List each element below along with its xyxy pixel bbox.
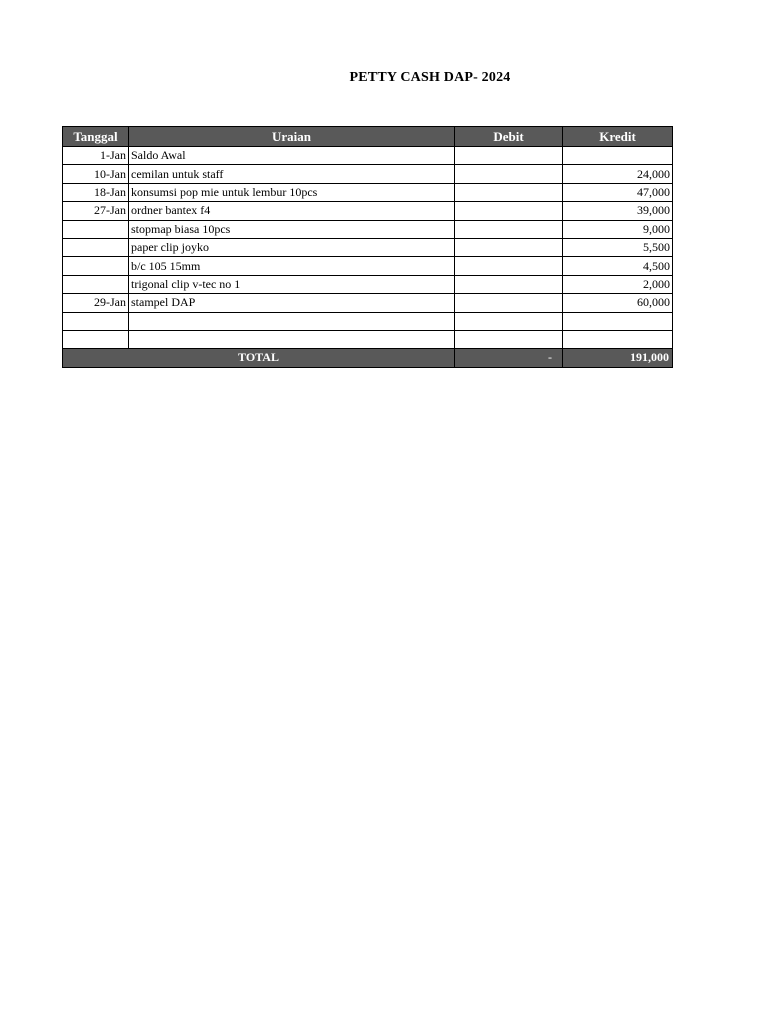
cell-credit: 4,500: [563, 257, 673, 275]
cell-date: [63, 257, 129, 275]
table-row: [63, 202, 673, 220]
cell-debit: [455, 257, 563, 275]
cell-date: [63, 220, 129, 238]
table-row: [63, 238, 673, 256]
table-row: [63, 275, 673, 293]
cell-credit: 39,000: [563, 202, 673, 220]
cell-credit: 47,000: [563, 183, 673, 201]
cell-description: b/c 105 15mm: [129, 257, 455, 275]
cell-description: Saldo Awal: [129, 147, 455, 165]
cell-date: 29-Jan: [63, 294, 129, 312]
total-credit: 191,000: [563, 349, 673, 367]
cell-debit: [455, 238, 563, 256]
total-label: TOTAL: [63, 349, 455, 367]
header-debit: Debit: [455, 127, 563, 147]
cell-date: [63, 312, 129, 330]
cell-description: stampel DAP: [129, 294, 455, 312]
document-title: PETTY CASH DAP- 2024: [349, 70, 511, 85]
cell-debit: [455, 220, 563, 238]
cell-description: trigonal clip v-tec no 1: [129, 275, 455, 293]
table-row: [63, 330, 673, 348]
cell-description: paper clip joyko: [129, 238, 455, 256]
cell-debit: [455, 165, 563, 183]
cell-date: 1-Jan: [63, 147, 129, 165]
cell-debit: [455, 147, 563, 165]
cell-date: [63, 275, 129, 293]
table-row: [63, 165, 673, 183]
total-debit: -: [455, 349, 563, 367]
cell-description: cemilan untuk staff: [129, 165, 455, 183]
cell-date: [63, 330, 129, 348]
cell-credit: 5,500: [563, 238, 673, 256]
table-row: [63, 220, 673, 238]
table-row: [63, 257, 673, 275]
cell-description: konsumsi pop mie untuk lembur 10pcs: [129, 183, 455, 201]
table-row: [63, 312, 673, 330]
petty-cash-table: [62, 126, 673, 368]
cell-description: [129, 312, 455, 330]
table-row: [63, 183, 673, 201]
header-date: Tanggal: [63, 127, 129, 147]
header-credit: Kredit: [563, 127, 673, 147]
cell-debit: [455, 330, 563, 348]
cell-credit: [563, 330, 673, 348]
cell-description: ordner bantex f4: [129, 202, 455, 220]
table-header-row: [63, 127, 673, 147]
cell-date: 27-Jan: [63, 202, 129, 220]
cell-credit: 60,000: [563, 294, 673, 312]
cell-debit: [455, 202, 563, 220]
cell-credit: [563, 147, 673, 165]
cell-credit: 24,000: [563, 165, 673, 183]
header-description: Uraian: [129, 127, 455, 147]
cell-date: [63, 238, 129, 256]
cell-debit: [455, 275, 563, 293]
cell-credit: 2,000: [563, 275, 673, 293]
cell-date: 18-Jan: [63, 183, 129, 201]
total-row: [63, 349, 673, 367]
table-row: [63, 147, 673, 165]
cell-debit: [455, 294, 563, 312]
cell-description: stopmap biasa 10pcs: [129, 220, 455, 238]
cell-date: 10-Jan: [63, 165, 129, 183]
cell-debit: [455, 183, 563, 201]
cell-credit: [563, 312, 673, 330]
cell-description: [129, 330, 455, 348]
cell-debit: [455, 312, 563, 330]
table-row: [63, 294, 673, 312]
cell-credit: 9,000: [563, 220, 673, 238]
